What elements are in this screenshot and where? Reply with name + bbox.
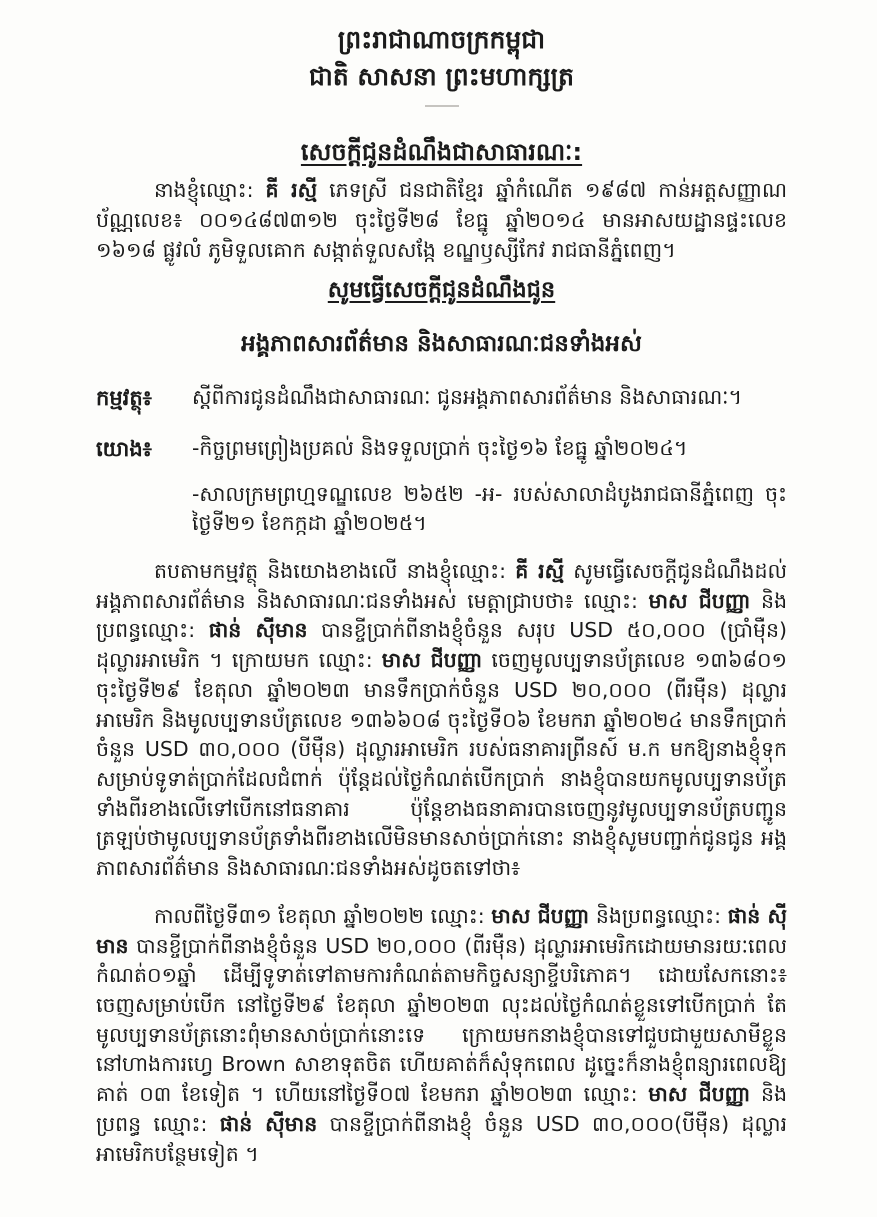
- body-paragraph-1: [96, 557, 787, 884]
- person-name-ky-reaksmey: គី រស្មី: [515, 558, 565, 583]
- person-name-meas-chipagna: មាស ជីបញ្ញា: [648, 588, 751, 613]
- document-title-text: សេចក្ដីជូនដំណឹងជាសាធារណៈ:: [300, 138, 583, 166]
- kingdom-header-line2: ជាតិ សាសនា ព្រះមហាក្សត្រ: [309, 61, 574, 91]
- person-name-phan-syman: ផាន់ ស៊ីមាន: [219, 1111, 318, 1136]
- subject-text: ស្ដីពីការជូនដំណឹងជាសាធារណៈ ជូនអង្គភាពសារព័ត៌មាន និងសាធារណៈ។: [192, 385, 743, 410]
- reference-label: យោង៖: [96, 436, 152, 461]
- document-title: [96, 137, 787, 168]
- intro-paragraph: [96, 176, 787, 265]
- reference-row: [96, 434, 787, 539]
- audience-heading: អង្គភាពសារព័ត៌មាន និងសាធារណៈជនទាំងអស់: [241, 331, 642, 358]
- person-name-meas-chipagna: មាស ជីបញ្ញា: [648, 1082, 751, 1107]
- intro-text-cont: ភេទស្រី ជនជាតិខ្មែរ ឆ្នាំកំណើត ១៩៨៧ កាន់អត្តសញ្ញាណប័ណ្ណលេខ៖ ០០១៤៨៧៣១២ ចុះថ្ងៃទី២៨ ខែធ្នូ ឆ្នាំ២០១៤ មានអាសយដ្ឋានផ្ទះលេខ ១៦១៨ ផ្លូវលំ ភូមិទួលគោក សង្កាត់ទួលសង្កែ ខណ្ឌឫស្សីកែវ រាជធានីភ្នំពេញ។: [96, 178, 788, 262]
- person-name-phan-syman: ផាន់ ស៊ីមាន: [96, 903, 788, 958]
- body-paragraph-2: [96, 902, 787, 1169]
- subject-label: កម្មវត្ថុ៖: [96, 386, 152, 411]
- body1-text: និងប្រពន្ធឈ្មោះ:: [96, 588, 787, 643]
- reference-item-1: -កិច្ចព្រមព្រៀងប្រគល់ និងទទួលប្រាក់ ចុះថ្ងៃ១៦ ខែធ្នូ ឆ្នាំ២០២៤។: [192, 435, 688, 460]
- person-name-meas-chipagna: មាស ជីបញ្ញា: [491, 903, 590, 928]
- body2-text: បានខ្ចីប្រាក់ពីនាងខ្ញុំ ចំនួន USD ៣០,០០០(បីម៉ឺន) ដុល្លារអាមេរិកបន្ថែមទៀត ។: [96, 1111, 787, 1166]
- person-name-ky-reaksmey: គី រស្មី: [265, 178, 318, 203]
- body1-text: បានខ្ចីប្រាក់ពីនាងខ្ញុំចំនួន សរុប USD ៥០,០០០ (ប្រាំម៉ឺន) ដុល្លារអាមេរិក ។ ក្រោយមក ឈ្មោះ:: [96, 618, 787, 673]
- person-name-meas-chipagna: មាស ជីបញ្ញា: [381, 648, 483, 673]
- person-name-phan-syman: ផាន់ ស៊ីមាន: [208, 618, 308, 643]
- body1-text: តបតាមកម្មវត្ថុ និងយោងខាងលើ នាងខ្ញុំឈ្មោះ:: [154, 558, 516, 583]
- body1-text: សូមធ្វើសេចក្ដីជូនដំណឹងដល់ អង្គភាពសារព័ត៌មាន និងសាធារណៈជនទាំងអស់ មេត្តាជ្រាបថា៖ ឈ្មោះ:: [96, 558, 787, 613]
- reference-item-2: -សាលក្រមព្រហ្មទណ្ឌលេខ ២៦៥២ -អ- របស់សាលាដំបូងរាជធានីភ្នំពេញ ចុះថ្ងៃទី២១ ខែកក្កដា ឆ្នាំ២០២៥។: [192, 481, 787, 536]
- intro-text: នាងខ្ញុំឈ្មោះ:: [154, 178, 266, 203]
- body1-text: ចេញមូលប្បទានប័ត្រលេខ ១៣៦៨០១ ចុះថ្ងៃទី២៩ ខែតុលា ឆ្នាំ២០២៣ មានទឹកប្រាក់ចំនួន USD ២០,០០០ (ពីរម៉ឺន) ដុល្លារអាមេរិក និងមូលប្បទានប័ត្រលេខ ១៣៦៦០៨ ចុះថ្ងៃទី០៦ ខែមករា ឆ្នាំ២០២៤ មានទឹកប្រាក់ ចំនួន USD ៣០,០០០ (បីម៉ឺន) ដុល្លារអាមេរិក របស់ធនាគារព្រីនស៍ ម.ក មកឱ្យនាងខ្ញុំទុកសម្រាប់ទូទាត់ប្រាក់ដែលជំពាក់ ប៉ុន្តែដល់ថ្ងៃកំណត់បើកប្រាក់ នាងខ្ញុំបានយកមូលប្បទានប័ត្រទាំងពីរខាងលើទៅបើកនៅធនាគារ ប៉ុន្តែខាងធនាគារបានចេញនូវមូលប្បទានប័ត្របញ្ជូនត្រឡប់ថាមូលប្បទានប័ត្រទាំងពីរខាងលើមិនមានសាច់ប្រាក់នោះ នាងខ្ញុំសូមបញ្ជាក់ជូនជូន អង្គភាពសារព័ត៌មាន និងសាធារណៈជនទាំងអស់ដូចតទៅថា៖: [96, 648, 788, 881]
- header-divider: [425, 105, 459, 107]
- subject-row: [96, 383, 787, 413]
- request-heading: សូមធ្វើសេចក្ដីជូនដំណឹងជូន: [327, 277, 556, 304]
- kingdom-header-line1: ព្រះរាជាណាចក្រកម្ពុជា: [337, 25, 546, 54]
- body2-text: បានខ្ចីប្រាក់ពីនាងខ្ញុំចំនួន USD ២០,០០០ (ពីរម៉ឺន) ដុល្លារអាមេរិកដោយមានរយៈពេលកំណត់០១ឆ្នាំ ដើម្បីទូទាត់ទៅតាមការកំណត់តាមកិច្ចសន្យាខ្ចីបរិភោគ។ ដោយសែកនោះ៖ ចេញសម្រាប់បើក នៅថ្ងៃទី២៩ ខែតុលា ឆ្នាំ២០២៣ លុះដល់ថ្ងៃកំណត់ខ្លួនទៅបើកប្រាក់ តែមូលប្បទានប័ត្រនោះពុំមានសាច់ប្រាក់នោះទេ ក្រោយមកនាងខ្ញុំបានទៅជួបជាមួយសាមីខ្លួននៅហាងការហ្វេ Brown សាខាទុតចិត ហើយគាត់ក៏សុំទុកពេល ដូច្នេះក៏នាងខ្ញុំពន្យារពេលឱ្យគាត់ ០៣ ខែទៀត ។ ហើយនៅថ្ងៃទី០៧ ខែមករា ឆ្នាំ២០២៣ ឈ្មោះ:: [96, 933, 787, 1107]
- body2-text: និងប្រពន្ធ ឈ្មោះ:: [96, 1082, 787, 1136]
- reference-list: [192, 434, 787, 539]
- body2-text: និងប្រពន្ធឈ្មោះ:: [589, 903, 728, 928]
- body2-text: កាលពីថ្ងៃទី៣១ ខែតុលា ឆ្នាំ២០២២ ឈ្មោះ:: [154, 903, 492, 928]
